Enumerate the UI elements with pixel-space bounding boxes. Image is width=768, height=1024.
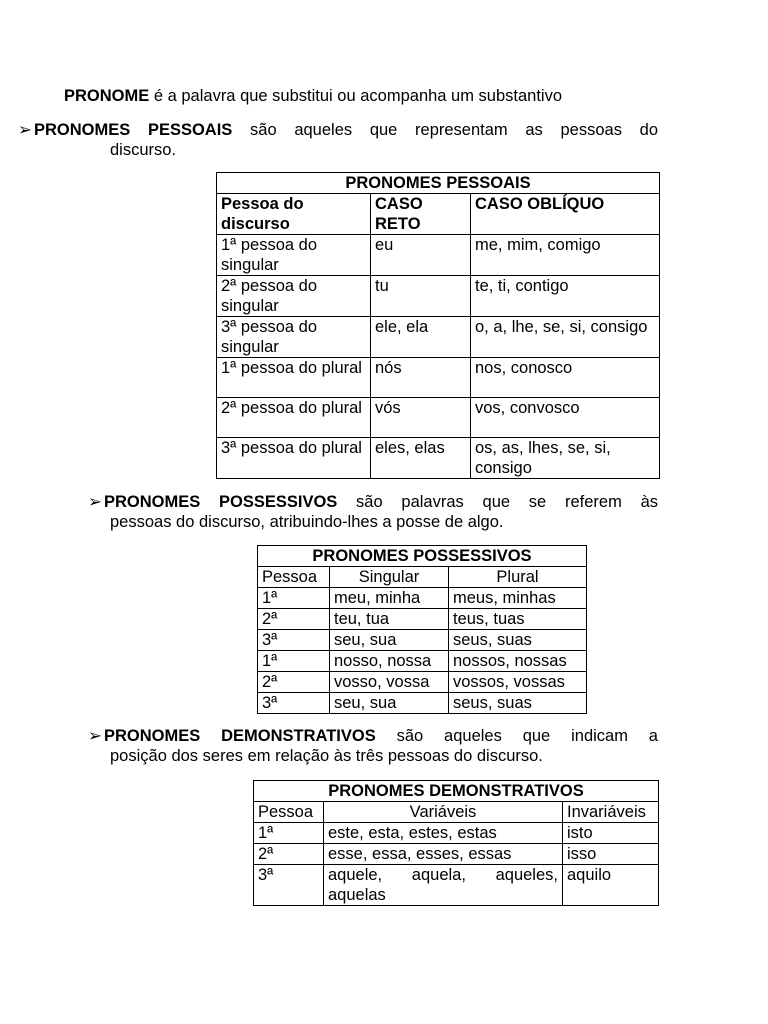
cell-plural: seus, suas [449,630,587,651]
cell-pessoa: 1ª pessoa do singular [217,235,371,276]
bullet-possessivos [88,492,658,512]
cell-singular: vosso, vossa [330,672,449,693]
arrow-bullet-icon: ➢ [18,121,32,139]
bullet-demonstrativos-text: são aqueles que indicam a [375,727,658,745]
cell-reto: vós [371,398,471,438]
cell-pessoa: 1ª pessoa do plural [217,358,371,398]
intro-text: é a palavra que substitui ou acompanha um substantivo [149,87,563,105]
table-row [254,823,659,844]
cell-variaveis: esse, essa, esses, essas [324,844,563,865]
cell-pessoa: 1ª [254,823,324,844]
cell-obliquo: te, ti, contigo [471,276,660,317]
table-row [258,693,587,714]
table-title: PRONOMES POSSESSIVOS [258,546,587,567]
cell-pessoa: 3ª [258,693,330,714]
arrow-bullet-icon: ➢ [88,493,102,511]
bullet-possessivos-term: PRONOMES POSSESSIVOS [104,493,338,511]
arrow-bullet-icon: ➢ [88,727,102,745]
cell-obliquo: me, mim, comigo [471,235,660,276]
table-row [254,844,659,865]
bullet-possessivos-continuation: pessoas do discurso, atribuindo-lhes a posse de algo. [110,513,504,531]
cell-pessoa: 3ª [254,865,324,906]
header-pessoa: Pessoa [254,802,324,823]
table-pronomes-possessivos [257,545,587,714]
cell-singular: seu, sua [330,693,449,714]
header-caso-obliquo: CASO OBLÍQUO [471,194,660,235]
cell-pessoa: 3ª [258,630,330,651]
table-row [254,865,659,906]
header-singular: Singular [330,567,449,588]
bullet-demonstrativos-continuation: posição dos seres em relação às três pessoas do discurso. [110,747,543,765]
cell-plural: vossos, vossas [449,672,587,693]
cell-plural: meus, minhas [449,588,587,609]
table-row [217,358,660,398]
table-pronomes-pessoais [216,172,660,479]
cell-reto: nós [371,358,471,398]
cell-invariaveis: aquilo [563,865,659,906]
table-row [217,398,660,438]
cell-pessoa: 2ª [258,672,330,693]
header-pessoa: Pessoa do discurso [217,194,371,235]
cell-variaveis: este, esta, estes, estas [324,823,563,844]
table-row [258,588,587,609]
bullet-pessoais-text: são aqueles que representam as pessoas do [232,121,658,139]
bullet-pessoais-term: PRONOMES PESSOAIS [34,121,233,139]
cell-invariaveis: isto [563,823,659,844]
cell-plural: nossos, nossas [449,651,587,672]
table-row [217,235,660,276]
bullet-demonstrativos [88,726,658,746]
bullet-pessoais-continuation: discurso. [110,141,177,159]
cell-reto: eles, elas [371,438,471,479]
bullet-demonstrativos-term: PRONOMES DEMONSTRATIVOS [104,727,376,745]
intro-paragraph [64,86,562,106]
cell-invariaveis: isso [563,844,659,865]
cell-singular: nosso, nossa [330,651,449,672]
table-row [217,317,660,358]
cell-singular: teu, tua [330,609,449,630]
cell-obliquo: os, as, lhes, se, si, consigo [471,438,660,479]
cell-pessoa: 2ª [254,844,324,865]
table-row [217,276,660,317]
intro-term: PRONOME [64,87,150,105]
cell-obliquo: o, a, lhe, se, si, consigo [471,317,660,358]
table-title: PRONOMES PESSOAIS [217,173,660,194]
cell-singular: seu, sua [330,630,449,651]
cell-pessoa: 1ª [258,588,330,609]
bullet-pessoais [18,120,658,140]
table-row [258,672,587,693]
cell-pessoa: 1ª [258,651,330,672]
cell-reto: ele, ela [371,317,471,358]
cell-pessoa: 2ª pessoa do plural [217,398,371,438]
header-caso-reto: CASO RETO [371,194,471,235]
cell-pessoa: 2ª [258,609,330,630]
cell-plural: seus, suas [449,693,587,714]
cell-obliquo: nos, conosco [471,358,660,398]
table-row [217,438,660,479]
bullet-possessivos-text: são palavras que se referem às [337,493,658,511]
cell-pessoa: 3ª pessoa do singular [217,317,371,358]
cell-plural: teus, tuas [449,609,587,630]
table-row [258,609,587,630]
cell-reto: tu [371,276,471,317]
cell-obliquo: vos, convosco [471,398,660,438]
table-row [258,651,587,672]
header-plural: Plural [449,567,587,588]
table-pronomes-demonstrativos [253,780,659,906]
cell-variaveis: aquele, aquela, aqueles, aquelas [324,865,563,906]
header-invariaveis: Invariáveis [563,802,659,823]
table-title: PRONOMES DEMONSTRATIVOS [254,781,659,802]
cell-reto: eu [371,235,471,276]
header-variaveis: Variáveis [324,802,563,823]
cell-singular: meu, minha [330,588,449,609]
cell-pessoa: 3ª pessoa do plural [217,438,371,479]
cell-pessoa: 2ª pessoa do singular [217,276,371,317]
header-pessoa: Pessoa [258,567,330,588]
table-row [258,630,587,651]
